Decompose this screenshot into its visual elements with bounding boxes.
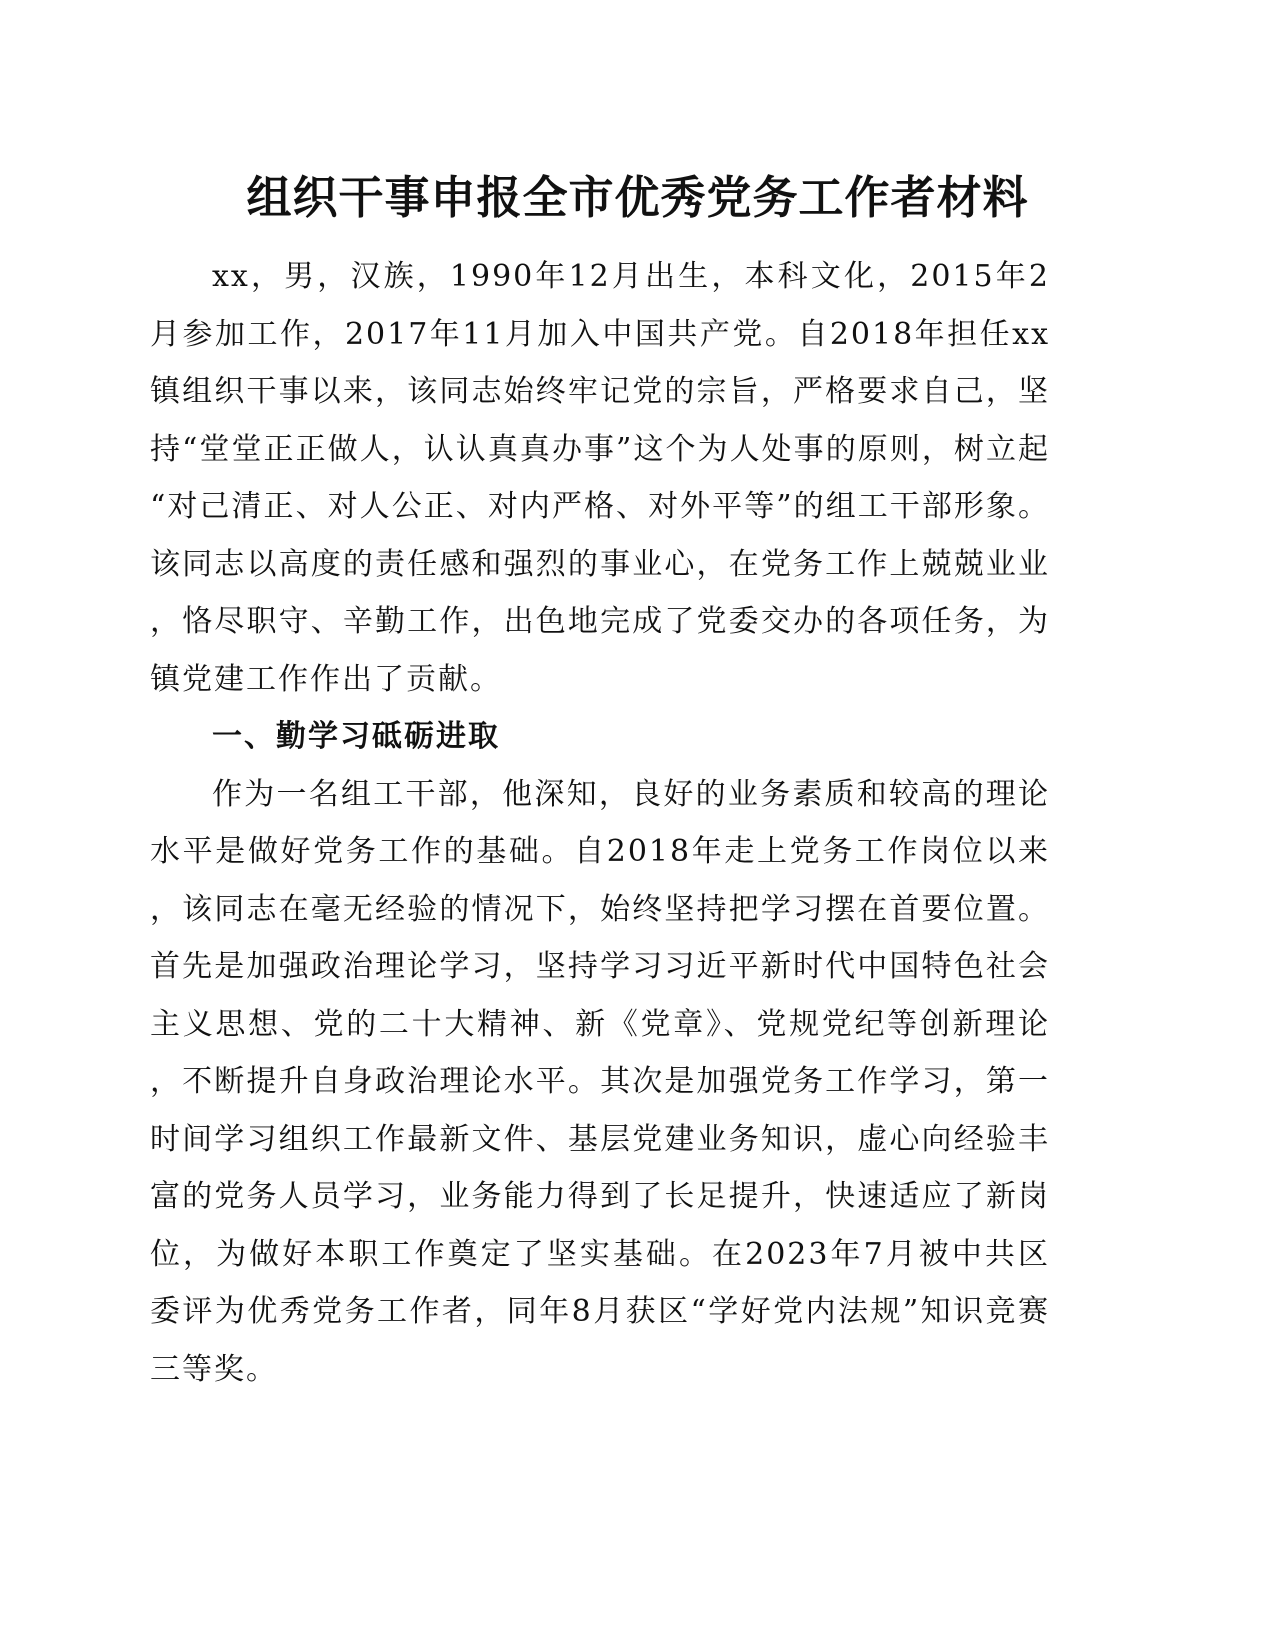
document-body (150, 248, 1050, 1398)
document-title: 组织干事申报全市优秀党务工作者材料 (246, 171, 1029, 224)
section-heading: 一、勤学习砥砺进取 (212, 719, 500, 754)
section-paragraph: 作为一名组工干部，他深知，良好的业务素质和较高的理论水平是做好党务工作的基础。自2018年走上党务工作岗位以来，该同志在毫无经验的情况下，始终坚持把学习摆在首要位置。首先是加强政治理论学习，坚持学习习近平新时代中国特色社会主义思想、党的二十大精神、新《党章》、党规党纪等创新理论，不断提升自身政治理论水平。其次是加强党务工作学习，第一时间学习组织工作最新文件、基层党建业务知识，虚心向经验丰富的党务人员学习，业务能力得到了长足提升，快速适应了新岗位，为做好本职工作奠定了坚实基础。在2023年7月被中共区委评为优秀党务工作者，同年8月获区“学好党内法规”知识竞赛三等奖。 (150, 776, 1050, 1387)
intro-paragraph: xx，男，汉族，1990年12月出生，本科文化，2015年2月参加工作，2017年11月加入中国共产党。自2018年担任xx镇组织干事以来，该同志始终牢记党的宗旨，严格要求自己，坚持“堂堂正正做人，认认真真办事”这个为人处事的原则，树立起“对己清正、对人公正、对内严格、对外平等”的组工干部形象。该同志以高度的责任感和强烈的事业心，在党务工作上兢兢业业，恪尽职守、辛勤工作，出色地完成了党委交办的各项任务，为镇党建工作作出了贡献。 (150, 259, 1050, 697)
